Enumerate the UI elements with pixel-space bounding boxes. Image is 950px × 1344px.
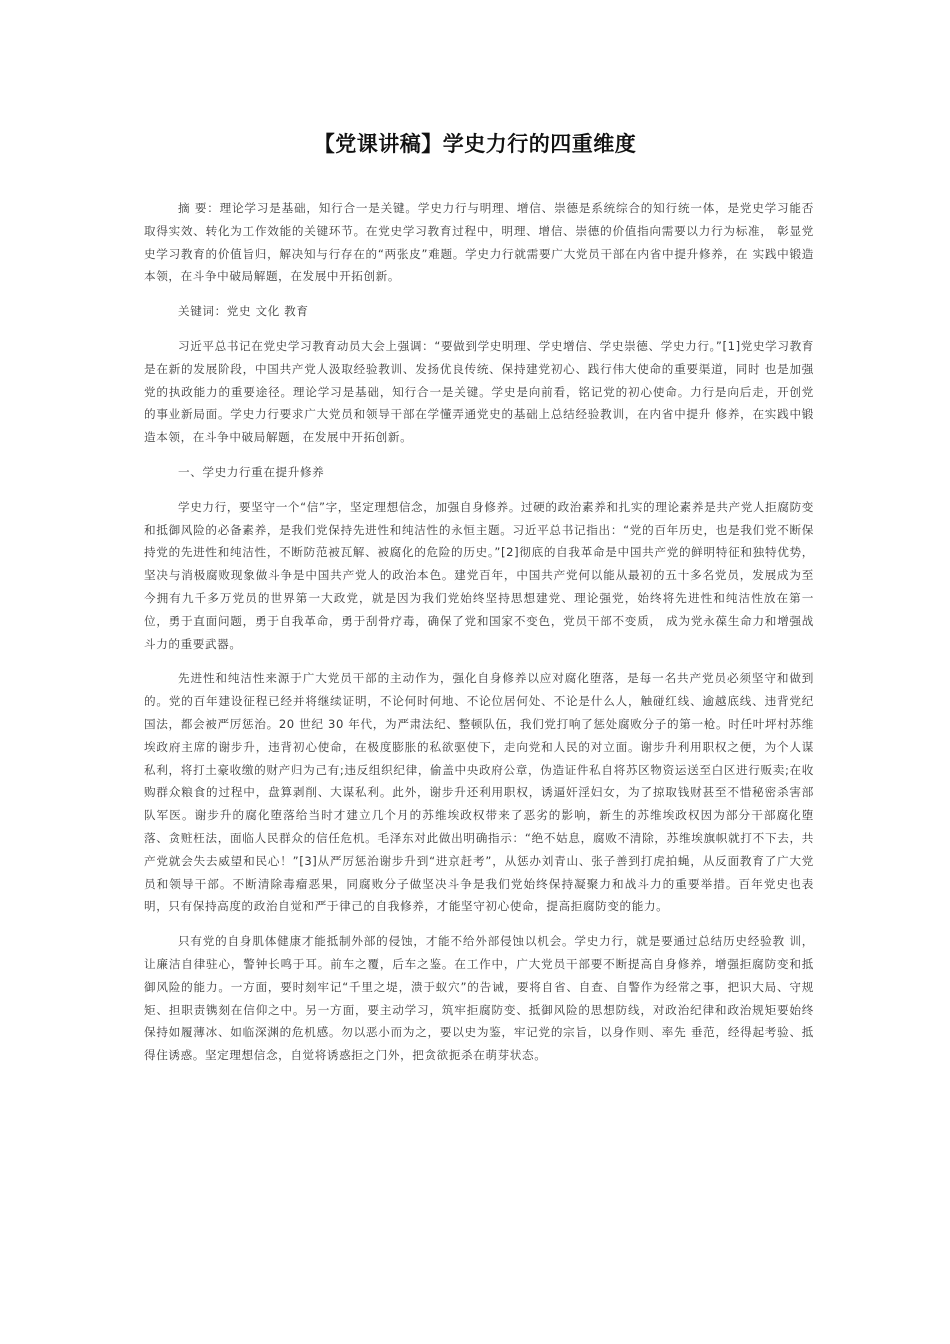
abstract-paragraph: 摘 要：理论学习是基础，知行合一是关键。学史力行与明理、增信、崇德是系统综合的知行统一体，是党史学习能否取得实效、转化为工作效能的关键环节。在党史学习教育过程中，明理、增信、崇德的价值指向需要以力行为标准， 彰显党史学习教育的价值旨归，解决知与行存在的“两张皮”难题。学史力行就需要广大党员干部在内省中提升修养，在 实践中锻造本领，在斗争中破局解题，在发展中开拓创新。 — [144, 201, 814, 284]
document-body — [144, 197, 814, 1067]
spacer — [144, 449, 814, 461]
section-heading: 一、学史力行重在提升修养 — [178, 464, 325, 479]
section-paragraph-3: 只有党的自身肌体健康才能抵制外部的侵蚀，才能不给外部侵蚀以机会。学史力行，就是要通过总结历史经验教 训，让廉洁自律驻心，警钟长鸣于耳。前车之覆，后车之鉴。在工作中，广大党员干部要不断提高自身修养，增强拒腐防变和抵御风险的能力。一方面，要时刻牢记“千里之堤，溃于蚁穴”的告诫，要将自省、自查、自警作为经常之事，把识大局、守规矩、担职责镌刻在信仰之中。另一方面，要主动学习，筑牢拒腐防变、抵御风险的思想防线，对政治纪律和政治规矩要始终保持如履薄冰、如临深渊的危机感。勿以恶小而为之，要以史为鉴，牢记党的宗旨，以身作则、率先 垂范，经得起考验、抵得住诱惑。坚定理想信念，自觉将诱惑拒之门外，把贪欲扼杀在萌芽状态。 — [144, 934, 814, 1063]
section-paragraph-2: 先进性和纯洁性来源于广大党员干部的主动作为，强化自身修养以应对腐化堕落，是每一名共产党员必须坚守和做到的。党的百年建设征程已经并将继续证明，不论何时何地、不论位居何处、不论是什么人，触碰红线、逾越底线、违背党纪国法，都会被严厉惩治。20 世纪 30 年代，为严肃法纪、整顿队伍，我们党打响了惩处腐败分子的第一枪。时任叶坪村苏维埃政府主席的谢步升，违背初心使命，在极度膨胀的私欲驱使下，走向党和人民的对立面。谢步升利用职权之便，为个人谋私利，将打土豪收缴的财产归为己有;违反组织纪律，偷盖中央政府公章，伪造证件私自将苏区物资运送至白区进行贩卖;在收购群众粮食的过程中，盘算剥削、大谋私利。此外，谢步升还利用职权，诱逼奸淫妇女，为了掠取钱财甚至不惜秘密杀害部队军医。谢步升的腐化堕落给当时才建立几个月的苏维埃政权带来了恶劣的影响，新生的苏维埃政权因为部分干部腐化堕落、贪赃枉法，面临人民群众的信任危机。毛泽东对此做出明确指示：“绝不姑息，腐败不清除，苏维埃旗帜就打不下去，共产党就会失去威望和民心！”[3]从严厉惩治谢步升到“进京赶考”，从惩办刘青山、张子善到打虎拍蝇，从反面教育了广大党员和领导干部。不断清除毒瘤恶果，同腐败分子做坚决斗争是我们党始终保持凝聚力和战斗力的重要举措。百年党史也表明，只有保持高度的政治自觉和严于律己的自我修养，才能坚守初心使命，提高拒腐防变的能力。 — [144, 671, 814, 914]
spacer — [144, 655, 814, 667]
keywords-paragraph: 关键词：党史 文化 教育 — [178, 304, 309, 319]
spacer — [144, 323, 814, 335]
document-title: 【党课讲稿】学史力行的四重维度 — [313, 132, 637, 156]
spacer — [144, 288, 814, 300]
spacer — [144, 484, 814, 496]
intro-paragraph: 习近平总书记在党史学习教育动员大会上强调：“要做到学史明理、学史增信、学史崇德、学史力行。”[1]党史学习教育是在新的发展阶段，中国共产党人汲取经验教训、发扬优良传统、保持建党初心、践行伟大使命的重要渠道，同时 也是加强党的执政能力的重要途径。理论学习是基础，知行合一是关键。学史是向前看，铭记党的初心使命。力行是向后走，开创党的事业新局面。学史力行要求广大党员和领导干部在学懂弄通党史的基础上总结经验教训，在内省中提升 修养，在实践中锻造本领，在斗争中破局解题，在发展中开拓创新。 — [144, 338, 814, 445]
spacer — [144, 918, 814, 930]
section-paragraph-1: 学史力行，要坚守一个“信”字，坚定理想信念，加强自身修养。过硬的政治素养和扎实的理论素养是共产党人拒腐防变和抵御风险的必备素养，是我们党保持先进性和纯洁性的永恒主题。习近平总书记指出：“党的百年历史，也是我们党不断保持党的先进性和纯洁性，不断防范被瓦解、被腐化的危险的历史。”[2]彻底的自我革命是中国共产党的鲜明特征和独特优势，坚决与消极腐败现象做斗争是中国共产党人的政治本色。建党百年，中国共产党何以能从最初的五十多名党员，发展成为至今拥有九千多万党员的世界第一大政党，就是因为我们党始终坚持思想建党、理论强党，始终将先进性和纯洁性放在第一位，勇于直面问题，勇于自我革命，勇于刮骨疗毒，确保了党和国家不变色，党员干部不变质， 成为党永葆生命力和增强战斗力的重要武器。 — [144, 499, 814, 651]
